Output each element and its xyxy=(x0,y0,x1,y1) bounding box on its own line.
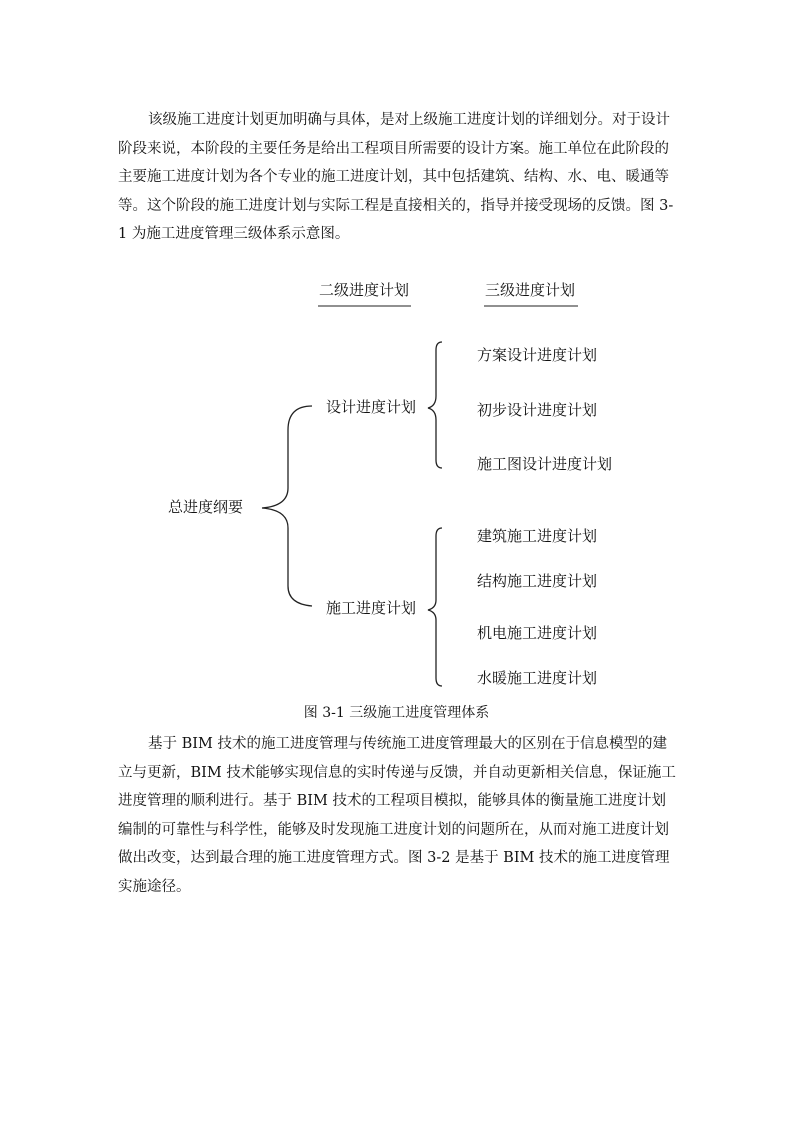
construction-item: 机电施工进度计划 xyxy=(477,624,598,642)
branch-construction: 施工进度计划 xyxy=(326,599,417,617)
construction-brace xyxy=(428,528,442,686)
construction-item: 水暖施工进度计划 xyxy=(477,669,598,687)
root-brace xyxy=(262,406,312,606)
design-item: 施工图设计进度计划 xyxy=(477,455,613,473)
body-paragraph-1: 该级施工进度计划更加明确与具体，是对上级施工进度计划的详细划分。对于设计阶段来说，本阶段的主要任务是给出工程项目所需要的设计方案。施工单位在此阶段的主要施工进度计划为各个专业的施工进度计划，其中包括建筑、结构、水、电、暖通等等。这个阶段的施工进度计划与实际工程是直接相关的，指导并接受现场的反馈。图 3-1 为施工进度管理三级体系示意图。 xyxy=(118,112,674,242)
body-paragraph-2: 基于 BIM 技术的施工进度管理与传统施工进度管理最大的区别在于信息模型的建立与更新，BIM 技术能够实现信息的实时传递与反馈，并自动更新相关信息，保证施工进度管理的顺利进行。基于 BIM 技术的工程项目模拟，能够具体的衡量施工进度计划编制的可靠性与科学性，能够及时发现施工进度计划的问题所在，从而对施工进度计划做出改变，达到最合理的施工进度管理方式。图 3-2 是基于 BIM 技术的施工进度管理实施途径。 xyxy=(118,736,676,895)
header-level3: 三级进度计划 xyxy=(484,281,576,299)
design-brace xyxy=(428,342,442,468)
branch-design: 设计进度计划 xyxy=(326,398,417,416)
design-item: 初步设计进度计划 xyxy=(477,401,598,419)
schedule-hierarchy-diagram xyxy=(0,270,793,700)
figure-caption: 图 3-1 三级施工进度管理体系 xyxy=(303,705,490,721)
design-item: 方案设计进度计划 xyxy=(477,346,598,364)
header-level2: 二级进度计划 xyxy=(318,281,410,299)
construction-item: 建筑施工进度计划 xyxy=(477,527,598,545)
construction-item: 结构施工进度计划 xyxy=(477,572,598,590)
root-node: 总进度纲要 xyxy=(168,498,244,516)
